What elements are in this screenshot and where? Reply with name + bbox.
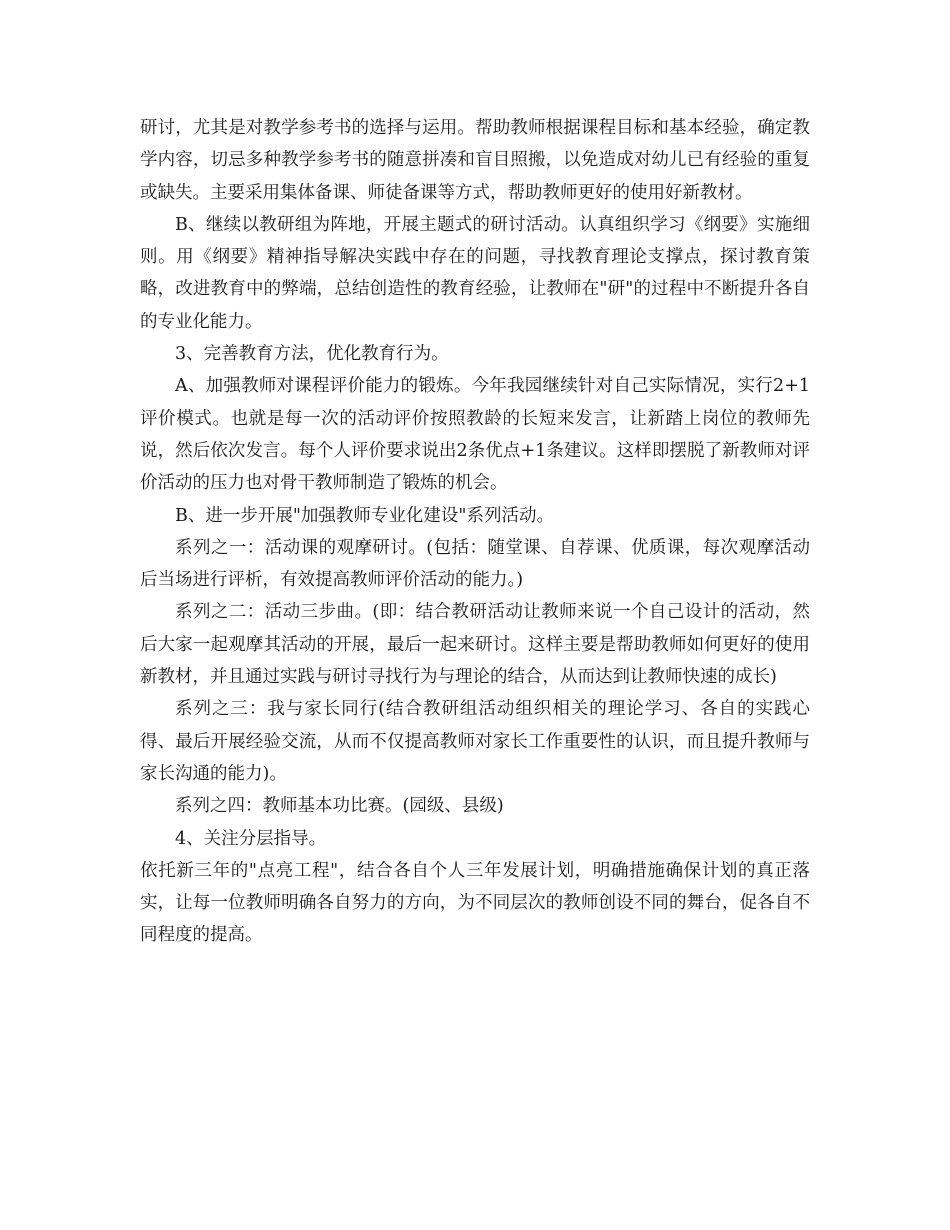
paragraph-1: 研讨，尤其是对教学参考书的选择与运用。帮助教师根据课程目标和基本经验，确定教学内容，切忌多种教学参考书的随意拼凑和盲目照搬，以免造成对幼儿已有经验的重复或缺失。主要采用集体备课、师徒备课等方式，帮助教师更好的使用好新教材。 [140, 118, 810, 203]
section-heading-4: 4、关注分层指导。 [175, 828, 327, 849]
series-item-2: 系列之二：活动三步曲。(即：结合教研活动让教师来说一个自己设计的活动，然后大家一起观摩其活动的开展，最后一起来研讨。这样主要是帮助教师如何更好的使用新教材，并且通过实践与研讨寻找行为与理论的结合，从而达到让教师快速的成长) [140, 602, 810, 688]
series-item-3: 系列之三：我与家长同行(结合教研组活动组织相关的理论学习、各自的实践心得、最后开展经验交流，从而不仅提高教师对家长工作重要性的认识，而且提升教师与家长沟通的能力)。 [140, 699, 810, 784]
series-item-1: 系列之一：活动课的观摩研讨。(包括：随堂课、自荐课、优质课，每次观摩活动后当场进行评析，有效提高教师评价活动的能力。) [140, 537, 810, 591]
section-heading-3: 3、完善教育方法，优化教育行为。 [175, 344, 449, 365]
paragraph-4: A、加强教师对课程评价能力的锻炼。今年我园继续针对自己实际情况，实行2+1评价模式。也就是每一次的活动评价按照教龄的长短来发言，让新踏上岗位的教师先说，然后依次发言。每个人评价要求说出2条优点+1条建议。这样即摆脱了新教师对评价活动的压力也对骨干教师制造了锻炼的机会。 [140, 376, 810, 494]
paragraph-5: B、进一步开展"加强教师专业化建设"系列活动。 [175, 505, 554, 526]
paragraph-11: 依托新三年的"点亮工程"，结合各自个人三年发展计划，明确措施确保计划的真正落实，让每一位教师明确各自努力的方向，为不同层次的教师创设不同的舞台，促各自不同程度的提高。 [140, 860, 810, 946]
document-body [140, 112, 810, 952]
series-item-4: 系列之四：教师基本功比赛。(园级、县级) [175, 796, 504, 817]
paragraph-2: B、继续以教研组为阵地，开展主题式的研讨活动。认真组织学习《纲要》实施细则。用《纲要》精神指导解决实践中存在的问题，寻找教育理论支撑点，探讨教育策略，改进教育中的弊端，总结创造性的教育经验，让教师在"研"的过程中不断提升各自的专业化能力。 [140, 214, 810, 332]
